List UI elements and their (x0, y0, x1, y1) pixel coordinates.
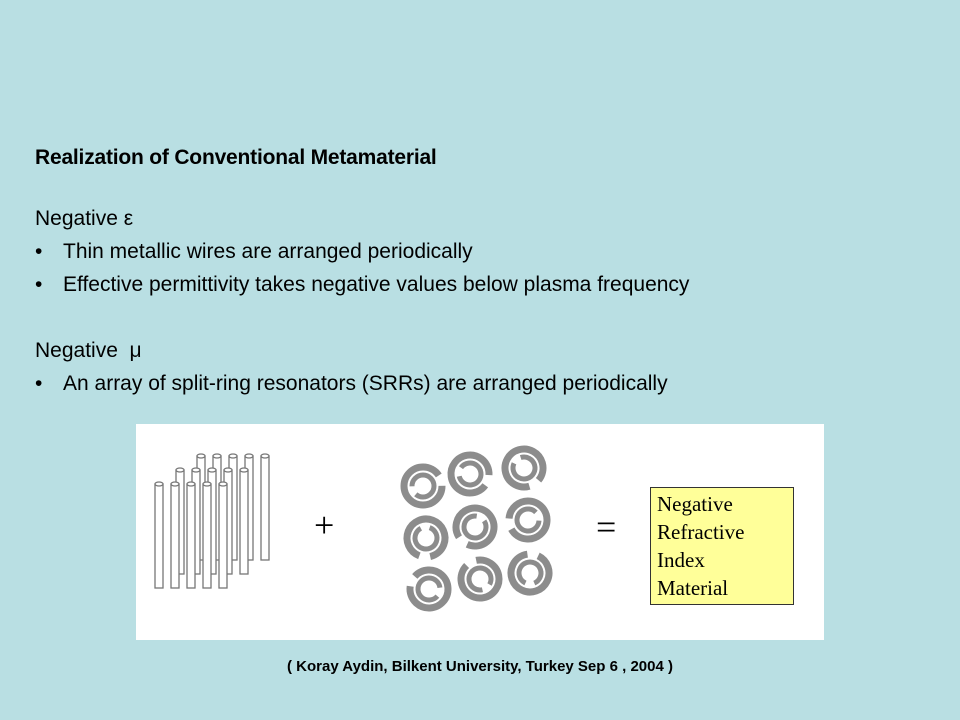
result-line: Refractive (657, 520, 745, 544)
wire (219, 484, 227, 588)
split-ring (404, 467, 442, 505)
bullet-srr (35, 372, 668, 396)
metamaterial-figure (136, 424, 824, 640)
bullet-symbol: • (35, 273, 43, 296)
outer-ring (443, 447, 496, 500)
split-ring (458, 557, 503, 602)
bullet-permittivity (35, 273, 689, 297)
wire-array (155, 454, 269, 588)
wire (240, 470, 248, 574)
result-line: Negative (657, 492, 733, 516)
inner-ring (515, 558, 544, 587)
bullet-wires (35, 240, 473, 264)
wire-cap (197, 454, 205, 458)
wire-cap (245, 454, 253, 458)
split-ring (401, 513, 450, 562)
outer-ring (401, 513, 450, 562)
split-ring (507, 499, 548, 540)
bullet-text: An array of split-ring resonators (SRRs) are arranged periodically (63, 372, 668, 395)
split-ring (505, 548, 556, 599)
split-ring (449, 501, 501, 553)
wire-cap (203, 482, 211, 486)
equals-sign: = (596, 507, 617, 547)
outer-ring (505, 548, 556, 599)
wire-cap (176, 468, 184, 472)
outer-ring (507, 499, 548, 540)
inner-ring (412, 475, 434, 497)
srr-array (401, 444, 555, 615)
inner-ring (467, 566, 493, 592)
outer-ring (458, 557, 503, 602)
wire (261, 456, 269, 560)
split-ring (402, 562, 456, 616)
outer-ring (449, 501, 501, 553)
bullet-symbol: • (35, 240, 43, 263)
wire-cap (261, 454, 269, 458)
wire (171, 484, 179, 588)
wire-cap (213, 454, 221, 458)
result-line: Material (657, 576, 729, 600)
wire-cap (171, 482, 179, 486)
wire-cap (155, 482, 163, 486)
inner-ring (455, 459, 486, 490)
inner-ring (516, 508, 540, 532)
result-line: Index (657, 548, 705, 572)
wire-cap (192, 468, 200, 472)
wire (203, 484, 211, 588)
inner-ring (413, 573, 444, 604)
wire (155, 484, 163, 588)
inner-ring (460, 512, 490, 542)
bullet-text: Effective permittivity takes negative values below plasma frequency (63, 273, 690, 296)
heading-negative-epsilon: Negative ε (35, 207, 134, 230)
bullet-symbol: • (35, 372, 43, 395)
wire-cap (229, 454, 237, 458)
wire-cap (224, 468, 232, 472)
bullet-text: Thin metallic wires are arranged periodically (63, 240, 473, 263)
citation: ( Koray Aydin, Bilkent University, Turkey Sep 6 , 2004 ) (287, 658, 673, 675)
wire (187, 484, 195, 588)
outer-ring (500, 444, 547, 491)
inner-ring (510, 454, 537, 481)
wire-cap (219, 482, 227, 486)
split-ring (443, 447, 496, 500)
result-box (650, 487, 794, 605)
plus-sign: + (314, 505, 335, 545)
heading-negative-mu: Negative μ (35, 339, 142, 362)
wire-cap (208, 468, 216, 472)
wire-cap (240, 468, 248, 472)
inner-ring (412, 524, 440, 552)
split-ring (500, 444, 547, 491)
wire-cap (187, 482, 195, 486)
slide-title: Realization of Conventional Metamaterial (35, 146, 437, 169)
outer-ring (402, 562, 456, 616)
